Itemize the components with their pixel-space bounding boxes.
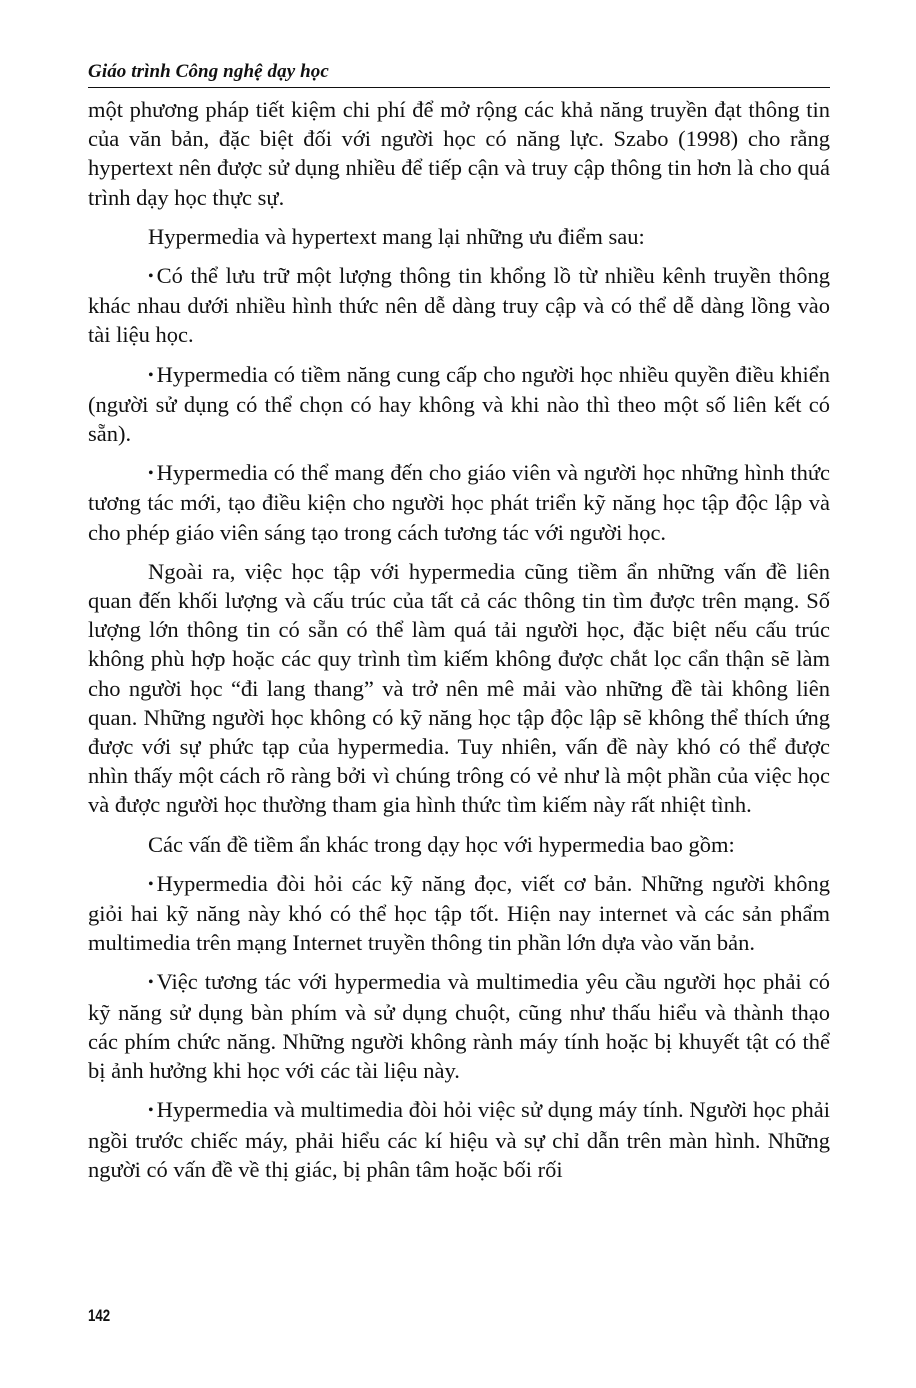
bullet-icon: • (148, 366, 154, 384)
paragraph-text: một phương pháp tiết kiệm chi phí để mở rộng các khả năng truyền đạt thông tin của văn bản, đặc biệt đối với người học có năng lực. Szabo (1998) cho rằng hypertext nên được sử dụng nhiều để tiếp cận và truy cập thông tin hơn là cho quá trình dạy học thực sự. (88, 97, 830, 210)
bullet-text: Hypermedia có thể mang đến cho giáo viên và người học những hình thức tương tác mới, tạo điều kiện cho người học phát triển kỹ năng học tập độc lập và cho phép giáo viên sáng tạo trong cách tương tác với người học. (88, 460, 830, 545)
bullet-item (88, 967, 830, 1085)
bullet-item (88, 458, 830, 547)
page-number: 142 (88, 1306, 111, 1325)
bullet-text: Việc tương tác với hypermedia và multimedia yêu cầu người học phải có kỹ năng sử dụng bàn phím và sử dụng chuột, cũng như thấu hiểu và thành thạo các phím chức năng. Những người không rành máy tính hoặc bị khuyết tật có thể bị ảnh hưởng khi học với các tài liệu này. (88, 969, 830, 1084)
bullet-text: Hypermedia có tiềm năng cung cấp cho người học nhiều quyền điều khiển (người sử dụng có thể chọn có hay không và khi nào thì theo một số liên kết có sẵn). (88, 361, 830, 447)
bullet-icon: • (148, 465, 154, 483)
book-title: Giáo trình Công nghệ dạy học (88, 61, 329, 82)
bullet-item (88, 1095, 830, 1184)
bullet-item (88, 360, 830, 449)
bullet-icon: • (148, 268, 154, 286)
paragraph (88, 222, 830, 251)
bullet-item (88, 869, 830, 958)
bullet-text: Hypermedia và multimedia đòi hỏi việc sử dụng máy tính. Người học phải ngồi trước chiếc máy, phải hiểu các kí hiệu và sự chỉ dẫn trên màn hình. Những người có vấn đề về thị giác, bị phân tâm hoặc bối rối (88, 1097, 830, 1182)
bullet-icon: • (148, 1102, 154, 1120)
bullet-icon: • (148, 875, 154, 893)
paragraph (88, 557, 830, 820)
paragraph (88, 95, 830, 212)
paragraph (88, 830, 830, 859)
paragraph-text: Các vấn đề tiềm ẩn khác trong dạy học với hypermedia bao gồm: (148, 831, 735, 857)
running-header (88, 56, 830, 88)
bullet-icon: • (148, 974, 154, 992)
bullet-item (88, 261, 830, 350)
paragraph-text: Ngoài ra, việc học tập với hypermedia cũng tiềm ẩn những vấn đề liên quan đến khối lượng và cấu trúc của tất cả các thông tin tìm được trên mạng. Số lượng lớn thông tin có sẵn có thể làm quá tải người học, đặc biệt nếu cấu trúc không phù hợp hoặc các quy trình tìm kiếm không được chắt lọc cẩn thận sẽ làm cho người học “đi lang thang” và trở nên mê mải vào những đề tài không liên quan. Những người học không có kỹ năng học tập độc lập sẽ không thể thích ứng được với sự phức tạp của hypermedia. Tuy nhiên, vấn đề này khó có thể được nhìn thấy một cách rõ ràng bởi vì chúng trông có vẻ như là một phần của việc học và được người học thường tham gia hình thức tìm kiếm này rất nhiệt tình. (88, 558, 830, 818)
paragraph-text: Hypermedia và hypertext mang lại những ưu điểm sau: (148, 223, 645, 249)
bullet-text: Có thể lưu trữ một lượng thông tin khổng lồ từ nhiều kênh truyền thông khác nhau dưới nhiều hình thức nên dễ dàng truy cập và có thể dễ dàng lồng vào tài liệu học. (88, 263, 830, 348)
page-body (88, 95, 830, 1194)
bullet-text: Hypermedia đòi hỏi các kỹ năng đọc, viết cơ bản. Những người không giỏi hai kỹ năng này khó có thể học tập tốt. Hiện nay internet và các sản phẩm multimedia trên mạng Internet truyền thông tin phần lớn dựa vào văn bản. (88, 870, 830, 956)
